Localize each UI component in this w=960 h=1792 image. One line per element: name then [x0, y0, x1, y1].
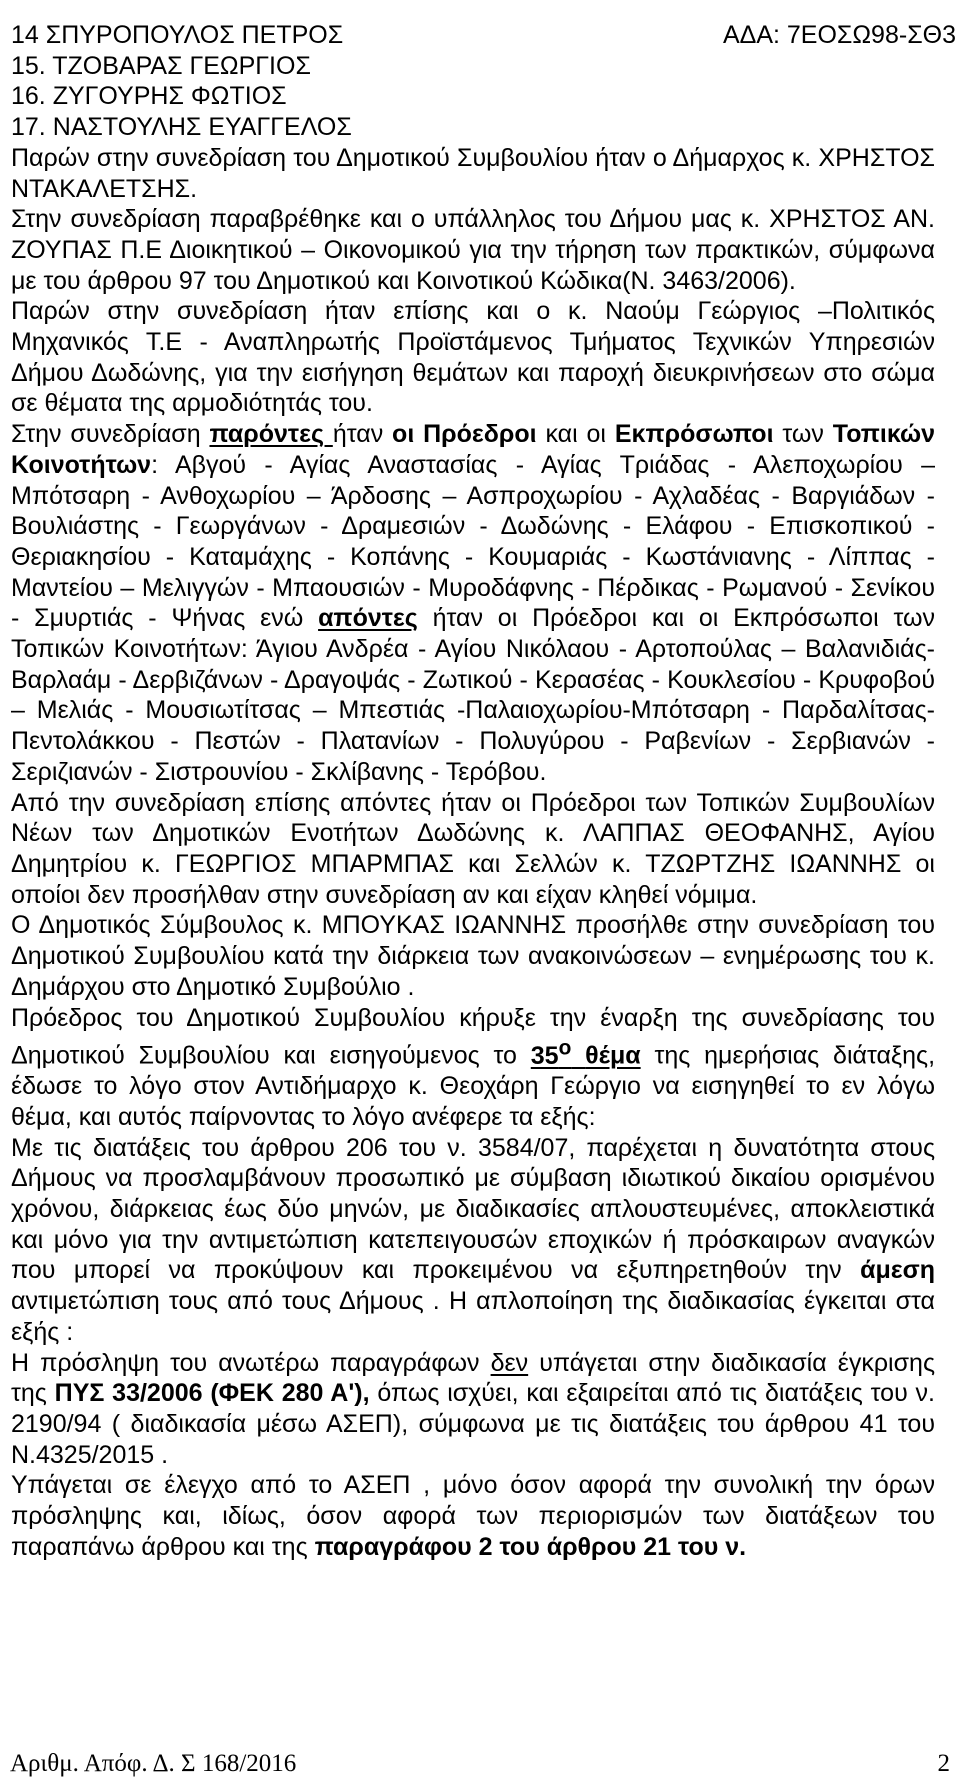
text: Πρόεδρος του Δημοτικού Συμβουλίου κήρυξε την έναρξη της συνεδρίασης του Δημοτικού Συμβουλίου και εισηγούμενος το	[11, 1003, 935, 1070]
minutes-body	[11, 20, 935, 1562]
councillor-paragraph: Ο Δημοτικός Σύμβουλος κ. ΜΠΟΥΚΑΣ ΙΩΑΝΝΗΣ προσήλθε στην συνεδρίαση του Δημοτικού Συμβουλίου κατά την διάρκεια των ανακοινώσεων – ενημέρωσης του κ. Δημάρχου στο Δημοτικό Συμβούλιο .	[11, 911, 935, 1001]
text: : Αβγού - Αγίας Αναστασίας - Αγίας Τριάδας - Αλεποχωρίου – Μπότσαρη - Ανθοχωρίου – Άρδοσης – Ασπροχωρίου - Αχλαδέας - Βαργιάδων - Βουλιάστης - Γεωργάνων - Δραμεσιών - Δωδώνης - Ελάφου - Επισκοπικού - Θεριακησίου - Καταμάχης - Κοπάνης - Κουμαριάς - Κωστάνιανης - Λίππας - Μαντείου – Μελιγγών - Μπαουσιών - Μυροδάφνης - Πέρδικας - Ρωμανού - Σενίκου - Σμυρτιάς - Ψήνας ενώ	[11, 450, 935, 633]
underlined-text: δεν	[490, 1348, 529, 1377]
bold-text: άμεση	[860, 1256, 935, 1285]
spacer	[571, 1042, 585, 1070]
engineer-paragraph: Παρών στην συνεδρίαση ήταν επίσης και ο κ. Ναούμ Γεώργιος –Πολιτικός Μηχανικός Τ.Ε - Αναπληρωτής Προϊστάμενος Τμήματος Τεχνικών Υπηρεσιών Δήμου Δωδώνης, για την εισήγηση θεμάτων και παροχή διευκρινήσεων στο σώμα σε θέματα της αρμοδιότητάς του.	[11, 297, 935, 418]
text: της ημερήσιας διάταξης, έδωσε το λόγο στον Αντιδήμαρχο κ. Θεοχάρη Γεώργιο να εισηγηθεί το εν λόγω θέμα, και αυτός παίρνοντας το λόγο ανέφερε τα εξής:	[11, 1041, 936, 1131]
bold-text: Τοπικών Κοινοτήτων	[11, 420, 935, 479]
text: Υπάγεται σε έλεγχο από το ΑΣΕΠ , μόνο όσον αφορά την συνολική την όρων πρόσληψης και, ιδίως, όσον αφορά των περιορισμών των διατάξεων του παραπάνω άρθρου και της	[11, 1471, 935, 1561]
bold-text: ΠΥΣ 33/2006 (ΦΕΚ 280 Α'),	[54, 1379, 370, 1408]
text: και οι	[536, 420, 615, 449]
bold-text: Εκπρόσωποι	[614, 420, 774, 449]
text: ήταν οι Πρόεδροι και οι Εκπρόσωποι των Τοπικών Κοινοτήτων: Άγιου Ανδρέα - Αγίου Νικόλαου - Αρτοπούλας – Βαλανιδιάς- Βαρλαάμ - Δερβιζάνων - Δραγοψάς - Ζωτικού - Κερασέας - Κουκλεσίου - Κρυφοβού – Μελιάς - Μουσιωτίτσας – Μπεστιάς -Παλαιοχωρίου-Μπότσαρη - Παρδαλίτσας- Πεντολάκκου - Πεστών - Πλατανίων - Πολυγύρου - Ραβενίων - Σερβιανών - Σεριζιανών - Σιστρουνίου - Σκλίβανης - Τερόβου.	[11, 604, 935, 786]
member-line: 15. ΤΖΟΒΑΡΑΣ ΓΕΩΡΓΙΟΣ	[11, 51, 311, 80]
member-line: 17. ΝΑΣΤΟΥΛΗΣ ΕΥΑΓΓΕΛΟΣ	[11, 113, 352, 142]
item-number: $35^o$	[530, 1036, 572, 1070]
mayor-paragraph: Παρών στην συνεδρίαση του Δημοτικού Συμβουλίου ήταν ο Δήμαρχος κ. ΧΡΗΣΤΟΣ ΝΤΑΚΑΛΕΤΣΗΣ.	[11, 143, 935, 203]
present-communities-paragraph	[11, 419, 935, 787]
text: όπως ισχύει, και εξαιρείται από τις διατάξεις του ν. 2190/94 ( διαδικασία μέσω ΑΣΕΠ), σύμφωνα με τις διατάξεις του άρθρου 41 του Ν.4325/2015 .	[11, 1379, 936, 1469]
law-paragraph-3	[11, 1470, 935, 1562]
page-number: 2	[937, 1750, 950, 1777]
staff-paragraph: Στην συνεδρίαση παραβρέθηκε και ο υπάλληλος του Δήμου μας κ. ΧΡΗΣΤΟΣ ΑΝ. ΖΟΥΠΑΣ Π.Ε Διοικητικού – Οικονομικού για την τήρηση των πρακτικών, σύμφωνα με του άρθρου 97 του Δημοτικού και Κοινοτικού Κώδικα(Ν. 3463/2006).	[11, 205, 935, 295]
absent-presidents-paragraph: Από την συνεδρίαση επίσης απόντες ήταν οι Πρόεδροι των Τοπικών Συμβουλίων Νέων των Δημοτικών Ενοτήτων Δωδώνης κ. ΛΑΠΠΑΣ ΘΕΟΦΑΝΗΣ, Αγίου Δημητρίου κ. ΓΕΩΡΓΙΟΣ ΜΠΑΡΜΠΑΣ και Σελλών κ. ΤΖΩΡΤΖΗΣ ΙΩΑΝΝΗΣ οι οποίοι δεν προσήλθαν στην συνεδρίαση αν και είχαν κληθεί νόμιμα.	[11, 788, 935, 909]
absent-label: απόντες	[318, 604, 418, 633]
text: ήταν	[332, 420, 393, 449]
present-label: παρόντες	[209, 420, 333, 449]
decision-reference: Αριθμ. Απόφ. Δ. Σ 168/2016	[10, 1750, 297, 1777]
text: Η πρόσληψη του ανωτέρω παραγράφων	[11, 1348, 491, 1377]
law-paragraph-1	[11, 1133, 935, 1348]
page-footer	[10, 1749, 950, 1779]
text: των	[773, 420, 833, 449]
member-line: 14 ΣΠΥΡΟΠΟΥΛΟΣ ΠΕΤΡΟΣ	[11, 21, 344, 49]
bold-text: παραγράφου 2 του άρθρου 21 του ν.	[314, 1532, 747, 1561]
text: Με τις διατάξεις του άρθρου 206 του ν. 3584/07, παρέχεται η δυνατότητα στους Δήμους να προσλαμβάνουν προσωπικό με σύμβαση ιδιωτικού δικαίου ορισμένου χρόνου, διάρκειας έως δύο μηνών, με διαδικασίες απλουστευμένες, αποκλειστικά και μόνο για την αντιμετώπιση κατεπειγουσών εποχικών ή πρόσκαιρων αναγκών που μπορεί να προκύψουν και προκειμένου να εξυπηρετηθούν την	[11, 1133, 935, 1285]
text: Στην συνεδρίαση	[11, 420, 210, 449]
item-label: θέμα	[585, 1041, 641, 1070]
bold-text: οι Πρόεδροι	[392, 420, 537, 449]
law-paragraph-2	[11, 1348, 935, 1471]
member-line: 16. ΖΥΓΟΥΡΗΣ ΦΩΤΙΟΣ	[11, 82, 287, 111]
text: αντιμετώπιση τους από τους Δήμους . Η απλοποίηση της διαδικασίας έγκειται στα εξής :	[11, 1287, 935, 1346]
agenda-paragraph	[11, 1003, 935, 1133]
ada-code: ΑΔΑ: 7ΕΟΣΩ98-ΣΘ3	[722, 21, 956, 49]
text: υπάγεται στην διαδικασία έγκρισης της	[11, 1348, 935, 1408]
